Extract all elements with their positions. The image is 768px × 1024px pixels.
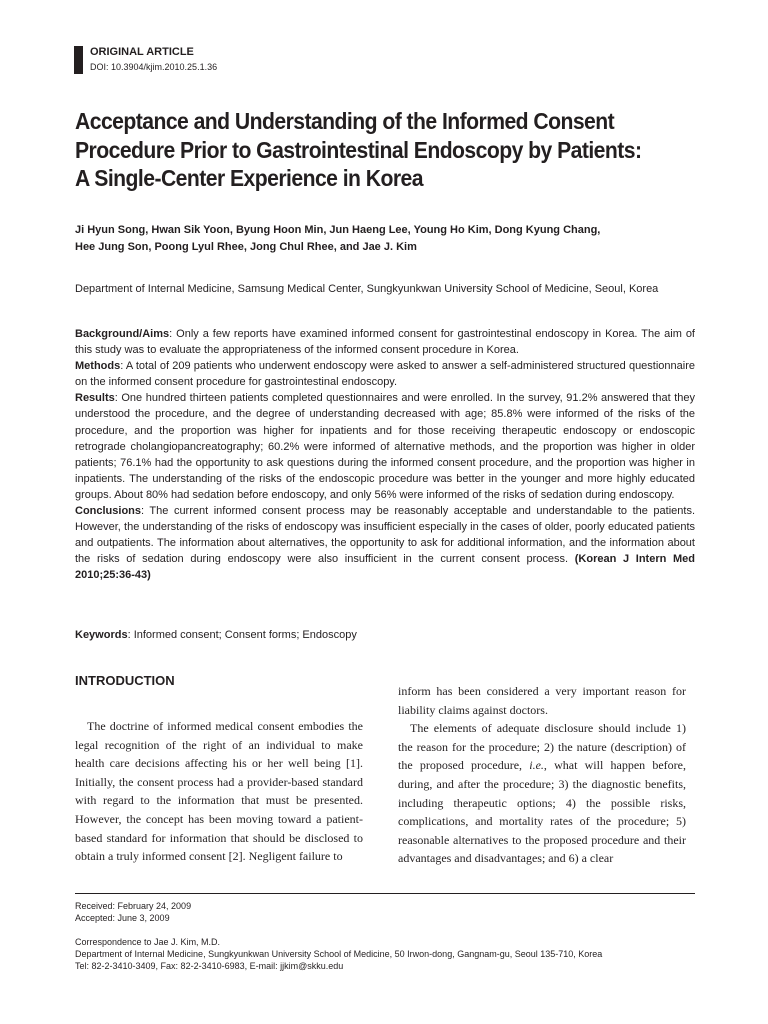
abstract-conclusions [75, 503, 695, 583]
authors-line: Hee Jung Son, Poong Lyul Rhee, Jong Chul Rhee, and Jae J. Kim [75, 241, 417, 253]
methods-text: : A total of 209 patients who underwent endoscopy were asked to answer a self-administered structured questionnaire on the informed consent procedure for gastrointestinal endoscopy. [75, 360, 695, 389]
section-label: ORIGINAL ARTICLE [90, 46, 194, 58]
abstract-methods [75, 358, 695, 390]
footer-divider [75, 893, 695, 894]
authors [75, 222, 695, 256]
intro-paragraph-2 [398, 719, 686, 868]
doi: DOI: 10.3904/kjim.2010.25.1.36 [90, 62, 218, 72]
abstract-results [75, 390, 695, 503]
left-column [75, 672, 363, 866]
conclusions-text: : The current informed consent process may be reasonably acceptable and understandable to the patients. However, the understanding of the risks of endoscopy was insufficient especially in the cases of older, poorly educated patients and outpatients. The information about alternatives, the opportunity to ask for additional information, and the information about the risks of sedation during endoscopy were also insufficient in the current consent process. [75, 505, 695, 566]
title-line: Acceptance and Understanding of the Informed Consent [75, 108, 615, 134]
results-label: Results [75, 392, 115, 405]
correspondence-contact: Tel: 82-2-3410-3409, Fax: 82-2-3410-6983, E-mail: jjkim@skku.edu [75, 961, 344, 971]
accepted-date: Accepted: June 3, 2009 [75, 913, 170, 923]
received-date: Received: February 24, 2009 [75, 901, 192, 911]
header-bar [74, 46, 83, 74]
keywords [75, 629, 357, 641]
methods-label: Methods [75, 360, 121, 373]
correspondence-address: Department of Internal Medicine, Sungkyunkwan University School of Medicine, 50 Irwon-dong, Gangnam-gu, Seoul 135-710, Korea [75, 949, 603, 959]
keywords-text: : Informed consent; Consent forms; Endoscopy [127, 629, 357, 641]
introduction-heading: INTRODUCTION [75, 673, 175, 688]
intro-paragraph-continued: inform has been considered a very important reason for liability claims against doctors. [398, 684, 686, 717]
para2-text-b: , what will happen before, during, and after the procedure; 3) the diagnostic benefits, including therapeutic options; 4) the possible risks, complications, and mortality rates of the procedure; 5) reasonable alternatives to the proposed procedure and their advantages and disadvantages; and 6) a clear [398, 758, 687, 866]
authors-line: Ji Hyun Song, Hwan Sik Yoon, Byung Hoon Min, Jun Haeng Lee, Young Ho Kim, Dong Kyung Chang, [75, 224, 601, 236]
correspondence: Correspondence to Jae J. Kim, M.D. [75, 937, 221, 947]
article-title [75, 107, 645, 193]
conclusions-label: Conclusions [75, 505, 142, 518]
para2-text-a: The elements of adequate disclosure should include 1) the reason for the procedure; 2) the nature (description) of the proposed procedure, [398, 721, 686, 773]
background-label: Background/Aims [75, 328, 170, 340]
abstract [75, 326, 695, 584]
abstract-background [75, 326, 695, 358]
right-column [398, 682, 686, 868]
citation: (Korean J Intern Med 2010;25:36-43) [75, 553, 696, 582]
intro-paragraph: The doctrine of informed medical consent embodies the legal recognition of the right of an individual to make health care decisions affecting his or her well being [1]. Initially, the consent process had a provider-based standard with regard to the information that must be presented. However, the concept has been moving toward a patient-based standard for information that should be disclosed to obtain a truly informed consent [2]. Negligent failure to [75, 719, 363, 864]
keywords-label: Keywords [75, 629, 128, 641]
background-text: : Only a few reports have examined informed consent for gastrointestinal endoscopy in Korea. The aim of this study was to evaluate the appropriateness of the informed consent procedure in Korea. [75, 328, 695, 357]
affiliation: Department of Internal Medicine, Samsung Medical Center, Sungkyunkwan University School of Medicine, Seoul, Korea [75, 283, 659, 295]
title-line: A Single-Center Experience in Korea [75, 165, 423, 191]
para2-ie: i.e. [529, 758, 544, 773]
results-text: : One hundred thirteen patients completed questionnaires and were enrolled. In the survey, 91.2% answered that they understood the procedure, and the degree of understanding decreased with age; 85.8% were informed of the risks of the procedure, and the proportion was higher for inpatients and for those receiving therapeutic endoscopy or endoscopic retrograde cholangiopancreatography; 60.2% were informed of alternative methods, and the proportion was higher in older patients; 76.1% had the opportunity to ask questions during the informed consent procedure, and the proportion was higher in inpatients. The understanding of the risks of the endoscopic procedure was better in the younger and more highly educated groups. About 80% had sedation before endoscopy, and only 56% were informed of the risks of sedation during endoscopy. [75, 392, 695, 501]
title-line: Procedure Prior to Gastrointestinal Endoscopy by Patients: [75, 136, 642, 163]
